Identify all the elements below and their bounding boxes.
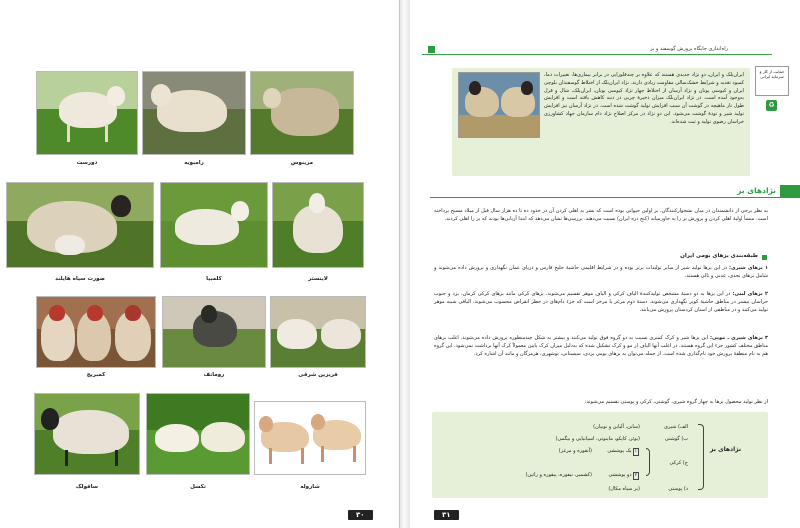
caption-dorset: دورست (76, 160, 98, 166)
photo-iranblack-arsan (458, 72, 540, 138)
item-text: این بزها شیر و کرک کمتری نسبت به دو گروه فوق تولید می‌کنند و بیشتر به شکل چندمنظوره پرورش داده می‌شوند. اغلب بزهای مناطق مختلف کشور جزء این گروه هستند. در اغلب آنها الیاف از مو و کرک تشکیل شده که به‌دلیل میزان کرک پایین معمولاً کرک آنها برداشت نمی‌شود. این گروه هم به نام منطقهٔ پرورش خود نام‌گذاری شده است. از جمله می‌توان به بزهای بومی یزدی، سیستانی، بوشهری، هرمزگان و مانند آن اشاره کرد. (434, 335, 768, 357)
left-page-number: ۳۰ (348, 510, 373, 520)
recycle-icon: ♻ (766, 100, 777, 111)
caption-texel: تکسل (190, 484, 206, 490)
photo-rambouillet (142, 71, 246, 155)
caption-leicester: لاینستر (308, 276, 328, 282)
subsection-marker (762, 255, 767, 260)
caption-rambouillet: رامبویه (184, 160, 204, 166)
diagram-c2-value: (کشمیر، نیفوره، پیقوره و راثین) (525, 472, 592, 478)
photo-cambridge (36, 296, 156, 368)
item-label: ۲ بزهای لبنی: (732, 291, 768, 297)
photo-merino (250, 71, 354, 155)
diagram-b: ب) گوشتی (664, 436, 688, 442)
caption-cambridge: کمبریج (86, 372, 106, 378)
photo-scottish-blackface (6, 182, 154, 268)
caption-scottish-blackface: صورت سیاه هایلند (55, 276, 105, 282)
running-header: راه‌اندازی جایگاه پرورش گوسفند و بز (650, 46, 728, 52)
diagram-d: د) پوستی (668, 486, 688, 492)
photo-texel (146, 393, 250, 475)
item-dual-goats (434, 334, 768, 358)
diagram-d-value: (بز سیاه مکال) (608, 486, 640, 492)
header-square-icon (428, 46, 435, 53)
caption-columbia: کلمبیا (206, 276, 222, 282)
photo-leicester (272, 182, 364, 268)
diagram-a-value: (سانن، آلپاین و نوبیان) (593, 424, 640, 430)
photo-suffolk (34, 393, 140, 475)
diagram-c-brace (646, 448, 650, 476)
photo-columbia (160, 182, 268, 268)
closing-paragraph: از نظر تولید محصول بزها به چهار گروه شیری، گوشتی، کرکی و پوستی تقسیم می‌شوند: (584, 399, 768, 405)
item-fiber-goats (434, 290, 768, 314)
photo-charollais (254, 401, 366, 475)
diagram-a: الف) شیری (664, 424, 688, 430)
section-title: نژادهای بز (737, 186, 776, 195)
caption-charollais: شاروله (300, 484, 320, 490)
caption-romanov: رومانف (203, 372, 225, 378)
diagram-b-value: (بوئر، کاپکو، ماینوتی، اسپانیایی و بیگمی) (555, 436, 640, 442)
diagram-root: نژادهای بز (710, 446, 742, 453)
right-page-number: ۳۱ (434, 510, 459, 520)
caption-suffolk: سافولک (75, 484, 99, 490)
item-milk-goats (434, 264, 768, 280)
book-gutter (400, 0, 410, 528)
section-tab (780, 185, 800, 198)
side-badge: حمایت از کار و سرمایه ایرانی (755, 66, 789, 96)
caption-merino: مرینوس (290, 160, 314, 166)
item-text: در این بزها تولید شیر از سایر تولیدات برتر بوده و در شرایط اقلیمی حاشیهٔ خلیج فارس و دریای عمان نگهداری و پرورش داده می‌شوند و شامل بزهای نجدی، عدنی و تالی هستند. (434, 265, 768, 279)
caption-east-friesian: فریزین شرقی (298, 372, 338, 378)
item-label: ۱ بزهای شیری: (729, 265, 769, 271)
photo-east-friesian (270, 296, 366, 368)
intro-paragraph: ایران‌بلک و ایران‌ـ دو نژاد جدیدی هستند که علاوه بر چندقلوزایی در برابر بیماری‌ها، تغییرات دما، کمبود تغذیه و شرایط خشک‌سالی مقاومت زیادی دارند. نژاد ایران‌بلک از اختلاط گوسفندان بلوچی ایران و کیوسی یونان و نژاد آرسان از اختلاط چهار نژاد کیوسی یونان، ایران‌بلک، شال و قزل به‌وجود آمده است. در نژاد ایران‌بلک میزان ذخیرهٔ چربی در دنبه کاهش یافته است و افزایش طول تار ماهیچه در گوشت آن سبب افزایش تولید گوشت شده است. در نژاد آرسان نیز افزایش تولید شیر و تودهٔ گوشت می‌شود. این دو نژاد در مرکز اصلاح نژاد دام سازمان جهاد کشاورزی خراسان رضوی تولید و ثبت شده‌اند. (544, 72, 744, 125)
diagram-c1: ۱یک پوششی (607, 448, 637, 454)
subsection-title: طبقه‌بندی بزهای بومی ایران (680, 253, 758, 259)
diagram-brace (698, 424, 704, 490)
item-label: ۳ بزهای شیری ـ مویی: (710, 335, 769, 341)
diagram-c2: ۲دو پوششی (608, 472, 637, 478)
diagram-c: ج) کرکی (669, 460, 688, 466)
photo-romanov (162, 296, 266, 368)
item-text: در این بزها به دو دستهٔ مشخص تولیدکنندهٔ الیاف کرکی و الیاف موهر تقسیم می‌شوند. بزهای کرکی مانند بزهای کرکی کرمان، یزد و جنوب خراسان بیشتر در مناطق حاشیهٔ کویر نگهداری می‌شوند. دستهٔ دوم مرغز یا مرخز است که جزء دام‌های در خطر انقراض محسوب می‌شوند. الیافی شبیه موهر تولید می‌کنند و در مناطقی از استان کردستان پرورش می‌یابند. (434, 291, 768, 313)
photo-dorset (36, 71, 138, 155)
right-page (410, 0, 800, 528)
diagram-c1-value: (آنقوره و مرغز) (558, 448, 592, 454)
section-paragraph: به نظر برخی از دانشمندان در میان نشخوارکنندگان، بز اولین حیوانی بوده است که بشر به اهلی کردن آن در حدود ده تا ده هزار سال قبل از میلاد مسیح پرداخته است. منشأ اولیهٔ اهلی کردن و پرورش بز را به خاورمیانه (کنج دره ایران) نسبت می‌دهند. بررسی‌ها نشان می‌دهد که ابتدا آریایی‌ها بودند که بز را اهلی کردند. (434, 208, 768, 222)
